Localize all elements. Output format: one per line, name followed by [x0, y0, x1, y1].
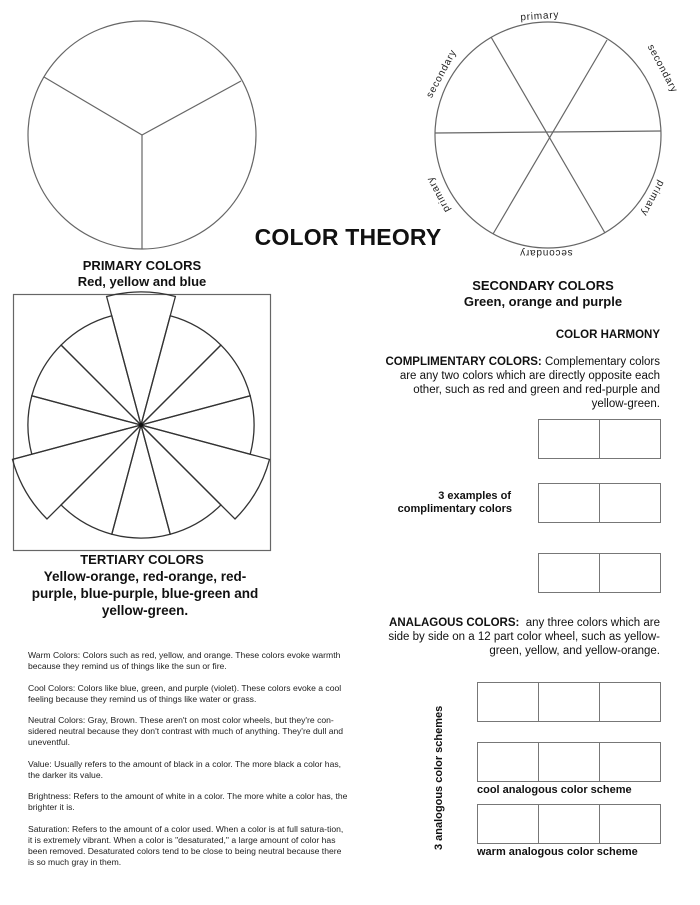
note-cool-colors: Cool Colors: Colors like blue, green, and purple (violet). These colors evoke a cool feeling because they remind us of things like water or grass. [28, 682, 342, 704]
analogous-swatch-box-3[interactable] [477, 804, 661, 844]
swatch-cell[interactable] [600, 554, 660, 592]
complementary-line-4: yellow-green. [591, 398, 660, 410]
examples-line-2: complimentary colors [397, 503, 512, 515]
analogous-description [320, 616, 660, 658]
analogous-label: ANALAGOUS COLORS: [389, 617, 520, 629]
complementary-description [330, 355, 660, 411]
swatch-cell[interactable] [600, 484, 660, 522]
note-saturation: Saturation: Refers to the amount of a color used. When a color is at full satura-tion, it is extremely vibrant. When a color is "desaturated," a large amount of color has been removed. Desaturated colors tend to be close to being neutral because there is so much gray in them. [28, 823, 344, 867]
primary-colors-heading: PRIMARY COLORS [82, 258, 202, 273]
wheel-label-primary-right: primary [638, 178, 667, 218]
tertiary-subtitle-line-1: Yellow-orange, red-orange, red- [43, 569, 247, 584]
swatch-cell[interactable] [478, 743, 539, 781]
secondary-colors-heading: SECONDARY COLORS [472, 278, 614, 293]
complementary-examples-label [380, 490, 512, 516]
analogous-schemes-vertical-label: 3 analogous color schemes [433, 705, 445, 850]
analogous-line-3: green, yellow, and yellow-orange. [489, 645, 660, 657]
tertiary-subtitle-line-3: yellow-green. [101, 603, 189, 618]
swatch-cell[interactable] [539, 484, 600, 522]
secondary-colors-subtitle: Green, orange and purple [463, 294, 623, 309]
analogous-swatch-box-2[interactable] [477, 742, 661, 782]
wheel-label-secondary-right: secondary [644, 42, 680, 95]
wheel-label-secondary-bottom: secondary [519, 247, 573, 258]
complementary-line-3: other, such as red and green and red-purple and [413, 384, 660, 396]
page-title: COLOR THEORY [254, 224, 442, 250]
swatch-cell[interactable] [539, 554, 600, 592]
examples-line-1: 3 examples of [438, 490, 511, 502]
swatch-cell[interactable] [600, 743, 660, 781]
complementary-line-1: Complementary colors [544, 356, 660, 368]
note-brightness: Brightness: Refers to the amount of white in a color. The more white a color has, the brighter it is. [28, 791, 348, 812]
wheel-label-primary-left: primary [424, 174, 453, 214]
tertiary-colors-heading: TERTIARY COLORS [80, 552, 204, 567]
analogous-line-2: side by side on a 12 part color wheel, such as yellow- [388, 631, 660, 643]
swatch-cell[interactable] [478, 683, 539, 721]
complementary-line-2: are any two colors which are directly opposite each [399, 370, 660, 382]
color-terms-notes [28, 650, 348, 878]
swatch-cell[interactable] [600, 683, 660, 721]
primary-colors-subtitle: Red, yellow and blue [77, 274, 207, 289]
tertiary-colors-subtitle [0, 568, 290, 619]
complementary-swatch-box-3[interactable] [538, 553, 661, 593]
swatch-cell[interactable] [478, 805, 539, 843]
warm-analogous-label: warm analogous color scheme [477, 846, 638, 858]
swatch-cell[interactable] [539, 683, 600, 721]
complementary-label: COMPLIMENTARY COLORS: [385, 356, 542, 368]
cool-analogous-label: cool analogous color scheme [477, 784, 632, 796]
swatch-cell[interactable] [539, 743, 600, 781]
wheel-label-secondary-left: secondary [424, 47, 460, 100]
color-harmony-heading: COLOR HARMONY [555, 329, 660, 341]
note-neutral-colors: Neutral Colors: Gray, Brown. These aren't on most color wheels, but they're con-sidered neutral because they don't contrast with much of anything. They're dull and uneventful. [28, 715, 344, 747]
analogous-swatch-box-1[interactable] [477, 682, 661, 722]
swatch-cell[interactable] [539, 805, 600, 843]
note-value: Value: Usually refers to the amount of black in a color. The more black a color has, the darker its value. [28, 758, 342, 780]
tertiary-subtitle-line-2: purple, blue-purple, blue-green and [31, 586, 259, 601]
complementary-swatch-box-1[interactable] [538, 419, 661, 459]
note-warm-colors: Warm Colors: Colors such as red, yellow, and orange. These colors evoke warmth because they remind us of things like the sun or fire. [28, 650, 341, 671]
complementary-swatch-box-2[interactable] [538, 483, 661, 523]
swatch-cell[interactable] [600, 805, 660, 843]
swatch-cell[interactable] [539, 420, 600, 458]
wheel-label-primary-top: primary [520, 9, 560, 24]
swatch-cell[interactable] [600, 420, 660, 458]
analogous-line-1: any three colors which are [525, 617, 660, 629]
